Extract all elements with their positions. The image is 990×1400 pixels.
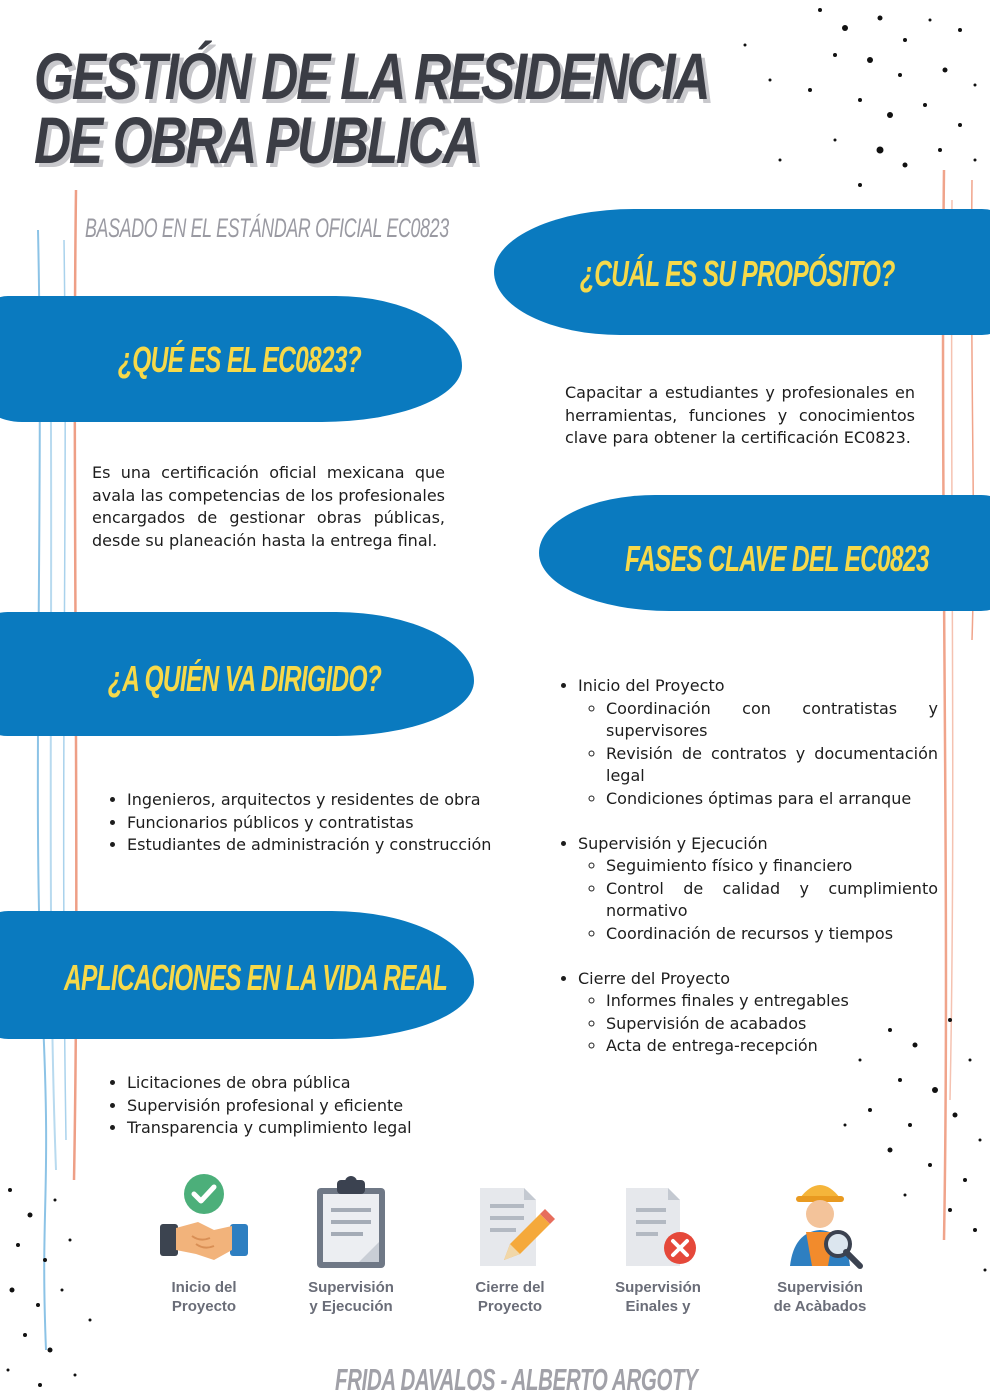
icon-label-line: y Ejecución: [309, 1298, 393, 1315]
list-item: • Licitaciones de obra pública: [127, 1072, 507, 1095]
phase-subitem: ◦ Acta de entrega-recepción: [606, 1035, 938, 1058]
heading-dirigido: ¿A QUIÉN VA DIRIGIDO?: [108, 658, 382, 699]
icon-label-line: Supervisión: [308, 1279, 394, 1296]
handshake-check-icon: [156, 1170, 252, 1270]
heading-que-es: ¿QUÉ ES EL EC0823?: [118, 339, 362, 380]
phase-item: [578, 833, 938, 946]
page-title-line-1: GESTIÓN DE LA RESIDENCIA: [34, 39, 709, 113]
phase-subitem: ◦ Supervisión de acabados: [606, 1013, 938, 1036]
phase-name: Cierre del Proyecto: [578, 968, 730, 988]
document-x-icon: [610, 1170, 706, 1270]
footer-authors: FRIDA DAVALOS - ALBERTO ARGOTY: [335, 1362, 698, 1397]
icon-card: [281, 1170, 421, 1316]
icon-label-line: Einales y: [625, 1298, 691, 1315]
worker-magnifier-icon: [772, 1170, 868, 1270]
phase-name: Inicio del Proyecto: [578, 676, 725, 695]
page-title-line-2: DE OBRA PUBLICA: [34, 103, 478, 177]
list-item: • Funcionarios públicos y contratistas: [127, 812, 527, 835]
heading-aplicaciones: APLICACIONES EN LA VIDA REAL: [64, 957, 448, 998]
icon-row: [0, 1170, 990, 1330]
phase-subitem: ◦ Condiciones óptimas para el arranque: [606, 788, 938, 811]
icon-card: [134, 1170, 274, 1316]
phase-item: [578, 675, 938, 810]
icon-label-line: Inicio del: [171, 1279, 237, 1296]
icon-label-line: Supervisión: [615, 1279, 701, 1296]
phase-subitem: ◦ Coordinación de recursos y tiempos: [606, 923, 938, 946]
phase-name: Supervisión y Ejecución: [578, 833, 768, 853]
icon-card: [588, 1170, 728, 1316]
page-subtitle: BASADO EN EL ESTÁNDAR OFICIAL EC0823: [85, 213, 449, 243]
list-item: • Supervisión profesional y eficiente: [127, 1095, 507, 1118]
paragraph-proposito: Capacitar a estudiantes y profesionales en herramientas, funciones y conocimientos clave para obtener la certificación EC0823.: [565, 383, 915, 447]
phase-subitem: ◦ Seguimiento físico y financiero: [606, 855, 938, 878]
page-title: [34, 39, 709, 177]
list-item: • Estudiantes de administración y construcción: [127, 834, 527, 857]
audience-list: [105, 789, 527, 857]
phase-subitem: ◦ Informes finales y entregables: [606, 990, 938, 1013]
icon-card: [750, 1170, 890, 1316]
paragraph-que-es: Es una certificación oficial mexicana que avala las competencias de los profesionales encargados de gestionar obras públicas, desde su planeación hasta la entrega final.: [92, 463, 445, 550]
phase-subitem: ◦ Control de calidad y cumplimiento normativo: [606, 878, 938, 923]
icon-label-line: Proyecto: [171, 1298, 237, 1315]
list-item: • Ingenieros, arquitectos y residentes de obra: [127, 789, 527, 812]
document-pencil-icon: [462, 1170, 558, 1270]
icon-label-line: de Acàbados: [773, 1298, 867, 1315]
heading-proposito: ¿CUÁL ES SU PROPÓSITO?: [580, 253, 895, 294]
heading-fases: FASES CLAVE DEL EC0823: [625, 538, 929, 579]
icon-card: [440, 1170, 580, 1316]
phase-subitem: ◦ Revisión de contratos y documentación legal: [606, 743, 938, 788]
icon-label-line: Proyecto: [477, 1298, 543, 1315]
phase-subitem: ◦ Coordinación con contratistas y supervisores: [606, 698, 938, 743]
clipboard-icon: [303, 1170, 399, 1270]
applications-list: [105, 1072, 507, 1140]
list-item: • Transparencia y cumplimiento legal: [127, 1117, 507, 1140]
phase-item: [578, 968, 938, 1058]
icon-label-line: Cierre del: [475, 1279, 545, 1296]
phases-list: [556, 675, 938, 1080]
icon-label-line: Supervisión: [777, 1279, 863, 1296]
